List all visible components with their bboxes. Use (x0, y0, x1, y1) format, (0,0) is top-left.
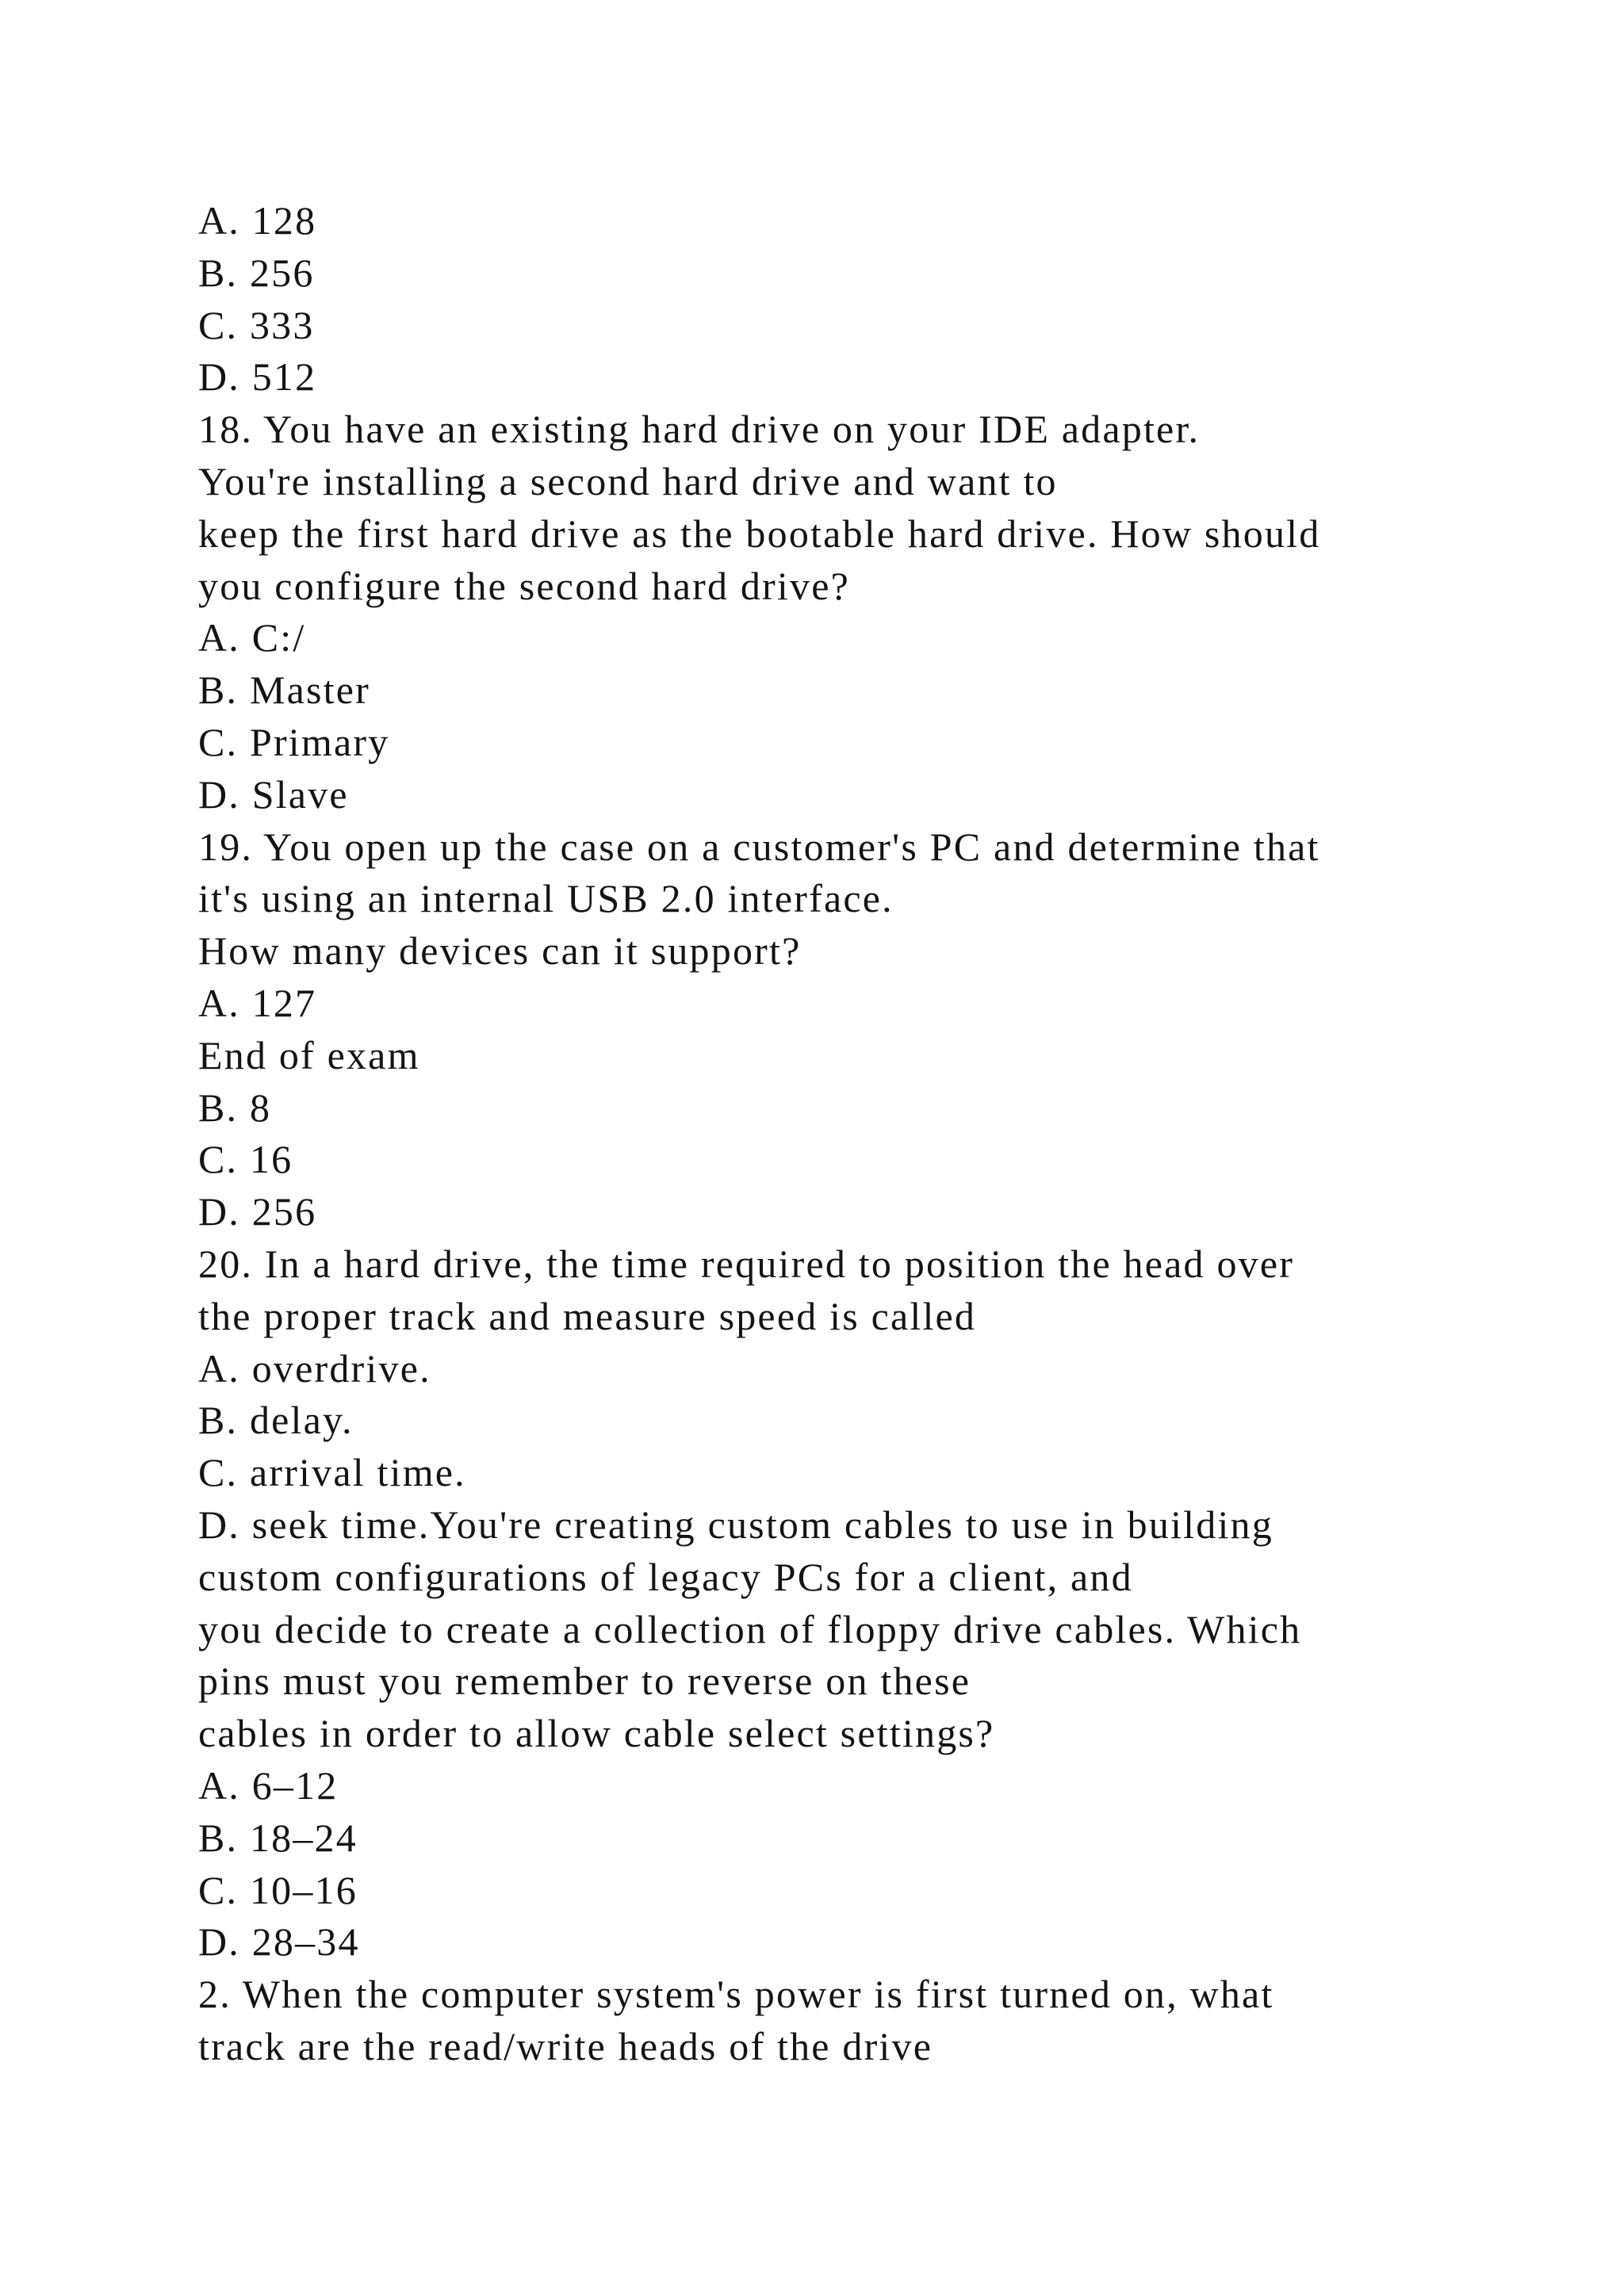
question-line: 19. You open up the case on a customer's PC and determine that (198, 824, 1320, 869)
question-line: it's using an internal USB 2.0 interface. (198, 876, 894, 921)
answer-option: D. Slave (198, 771, 349, 817)
question-line: 2. When the computer system's power is first turned on, what (198, 1972, 1274, 2017)
question-line: You're installing a second hard drive and want to (198, 458, 1058, 503)
answer-option: C. arrival time. (198, 1450, 466, 1495)
answer-option: A. 6–12 (198, 1762, 339, 1808)
question-line: pins must you remember to reverse on these (198, 1659, 971, 1704)
answer-option: B. Master (198, 668, 370, 713)
document-body (198, 195, 1499, 2073)
answer-option: D. 256 (198, 1189, 317, 1234)
question-line: cables in order to allow cable select settings? (198, 1711, 995, 1756)
answer-option: A. C:/ (198, 615, 306, 660)
answer-option: A. overdrive. (198, 1345, 431, 1391)
answer-option: C. Primary (198, 719, 390, 764)
answer-option: C. 10–16 (198, 1867, 358, 1912)
answer-option: D. seek time.You're creating custom cables to use in building (198, 1502, 1274, 1547)
question-line: 18. You have an existing hard drive on your IDE adapter. (198, 407, 1201, 452)
answer-option: C. 16 (198, 1137, 293, 1182)
question-line: the proper track and measure speed is called (198, 1293, 977, 1338)
text-line: A. 128 (198, 198, 317, 243)
text-line: B. 256 (198, 250, 315, 295)
question-line: custom configurations of legacy PCs for a client, and (198, 1554, 1133, 1599)
answer-option: D. 28–34 (198, 1919, 360, 1965)
question-line: you configure the second hard drive? (198, 563, 850, 608)
question-line: you decide to create a collection of floppy drive cables. Which (198, 1606, 1302, 1651)
text-line: C. 333 (198, 302, 315, 347)
answer-option: B. 18–24 (198, 1815, 358, 1860)
question-line: 20. In a hard drive, the time required to position the head over (198, 1241, 1295, 1286)
answer-option: B. delay. (198, 1398, 354, 1443)
text-line: D. 512 (198, 354, 317, 400)
answer-option: B. 8 (198, 1085, 272, 1130)
text-line: End of exam (198, 1032, 420, 1077)
question-line: How many devices can it support? (198, 928, 802, 974)
question-line: track are the read/write heads of the drive (198, 2023, 933, 2068)
question-line: keep the first hard drive as the bootable hard drive. How should (198, 511, 1321, 556)
answer-option: A. 127 (198, 980, 317, 1025)
